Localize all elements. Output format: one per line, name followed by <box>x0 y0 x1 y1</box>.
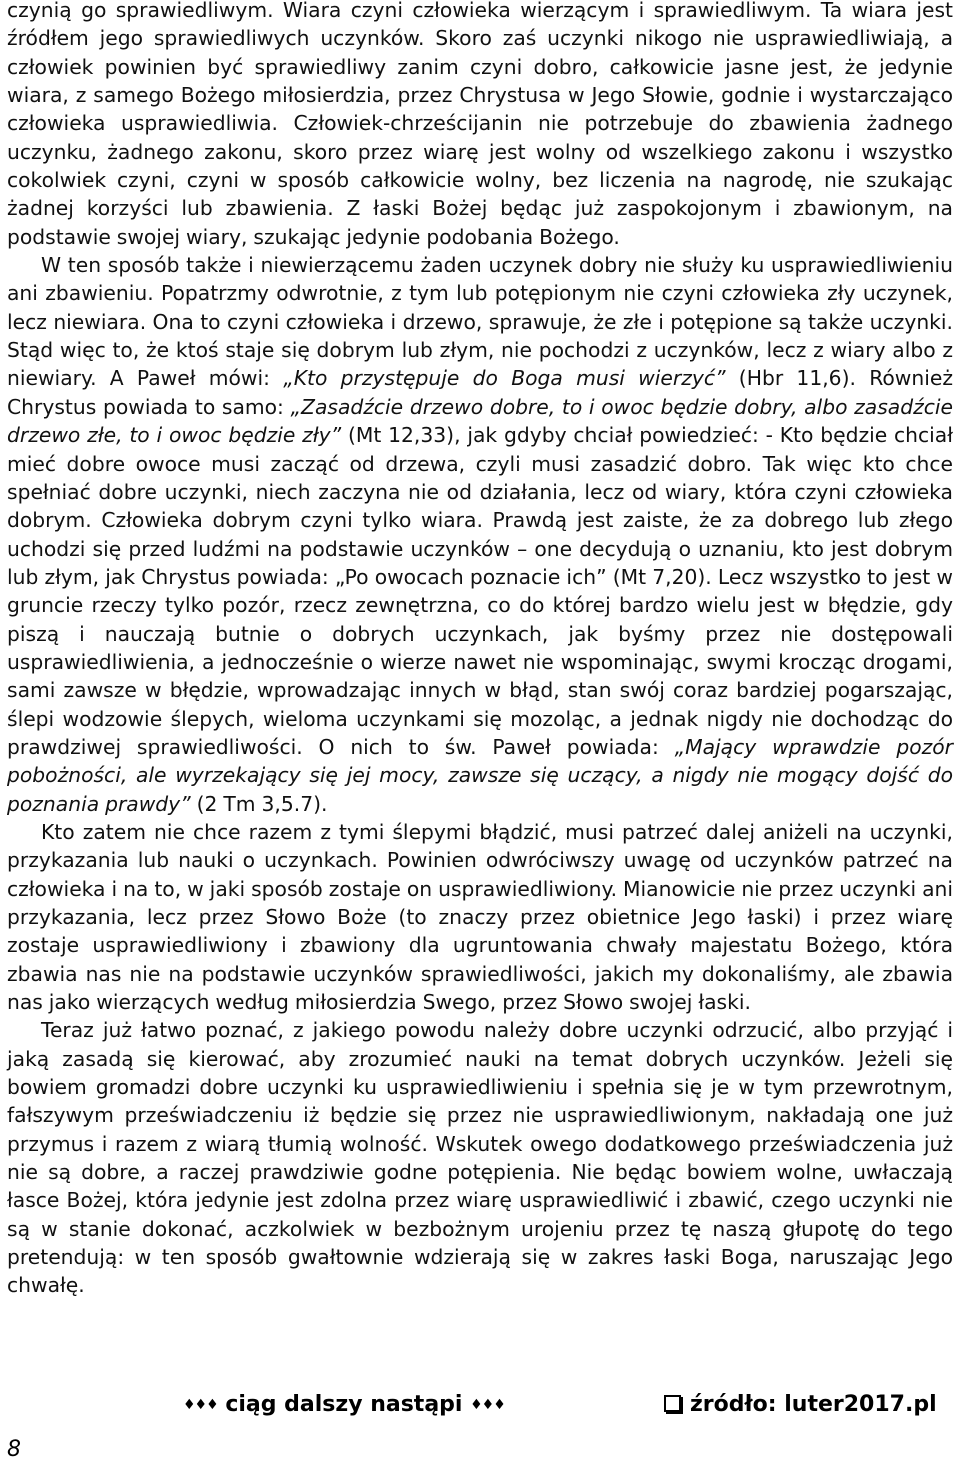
text-run: W ten sposób także i niewierzącemu żaden uczynek dobry nie służy ku usprawiedliwieniu ani zbawieniu. Popatrzmy odwrotnie, z tym lub potępionym nie czyni człowieka zły uczynek, lecz niewiara. Ona to czyni człowieka i drzewo, sprawuje, że złe i potępione są także uczynki. Stąd więc to, że ktoś staje się dobrym lub złym, nie pochodzi z uczynków, lecz z wiary albo z niewiary. A Paweł mówi: <box>7 253 953 391</box>
diamonds-icon-right: ♦♦♦ <box>470 1397 505 1413</box>
text-run: Teraz już łatwo poznać, z jakiego powodu należy dobre uczynki odrzucić, albo przyjąć i jaką zasadą się kierować, aby zrozumieć nauki na temat dobrych uczynków. Jeżeli się bowiem gromadzi dobre uczynki ku usprawiedliwieniu i spełnia się je w tym przewrotnym, fałszywym przeświadczeniu iż będzie się przez nie usprawiedliwionym, nakładają one już przymus i razem z wiarą tłumią wolność. Wskutek owego dodatkowego przeświadczenia już nie są dobre, a raczej prawdziwie godne potępienia. Nie będąc bowiem wolne, uwłaczają łasce Bożej, która jedynie jest zdolna przez wiarę usprawiedliwić i zbawić, czego uczynki nie są w stanie dokonać, aczkolwiek w bezbożnym urojeniu przez tę naszą głupotę do tego pretendują: w ten sposób gwałtownie wdzierają się w zakres łaski Boga, naruszając Jego chwałę. <box>7 1018 953 1298</box>
checkbox-square-icon <box>664 1395 681 1412</box>
quotation: „Kto przystępuje do Boga musi wierzyć” <box>283 366 726 391</box>
paragraph <box>7 251 953 818</box>
text-run: Kto zatem nie chce razem z tymi ślepymi błądzić, musi patrzeć dalej aniżeli na uczynki, przykazania lub nauki o uczynkach. Powinien odwróciwszy uwagę od uczynków patrzeć na człowieka i na to, w jaki sposób zostaje on usprawiedliwiony. Mianowicie nie przez uczynki ani przykazania, lecz przez Słowo Boże (to znaczy przez obietnice Jego łaski) i przez wiarę zostaje usprawiedliwiony i zbawiony dla ugruntowania chwały majestatu Bożego, która zbawia nas nie na podstawie uczynków sprawiedliwości, jakich my dokonaliśmy, ale zbawia nas jako wierzących według miłosierdzia Swego, przez Słowo swojej łaski. <box>7 819 953 1015</box>
paragraph <box>7 818 953 1016</box>
continuation-note <box>183 1392 505 1417</box>
text-run: czynią go sprawiedliwym. Wiara czyni człowieka wierzącym i sprawiedliwym. Ta wiara jest źródłem jego sprawiedliwych uczynków. Skoro zaś uczynki nikogo nie usprawiedliwiają, a człowiek powinien być sprawiedliwy zanim czyni dobro, całkowicie jasne jest, że jedynie wiara, z samego Bożego miłosierdzia, przez Chrystusa w Jego Słowie, godnie i wystarczająco człowieka usprawiedliwia. Człowiek-chrześcijanin nie potrzebuje do zbawienia żadnego uczynku, żadnego zakonu, skoro przez wiarę jest wolny od wszelkiego zakonu i wszystko cokolwiek czyni, czyni w sposób całkowicie wolny, bez liczenia na nagrodę, nie szukając żadnej korzyści lub zbawienia. Z łaski Bożej będąc już zaspokojonym i zbawionym, na podstawie swojej wiary, szukając jedynie podobania Bożego. <box>7 0 953 249</box>
text-run: (Hbr 11,6). Również Chrystus powiada to samo: <box>7 366 953 419</box>
source-text: źródło: luter2017.pl <box>690 1392 937 1417</box>
diamonds-icon-left: ♦♦♦ <box>183 1397 218 1413</box>
continuation-text: ciąg dalszy nastąpi <box>225 1392 463 1417</box>
text-run: (2 Tm 3,5.7). <box>190 791 328 816</box>
source-note <box>664 1392 937 1417</box>
quotation: „Mający wprawdzie pozór pobożności, ale wyrzekający się jej mocy, zawsze się uczący, a nigdy nie mogący dojść do poznania prawdy” <box>7 734 953 816</box>
quotation: „Zasadźcie drzewo dobre, to i owoc będzie dobry, albo zasadźcie drzewo złe, to i owoc będzie zły” <box>7 394 953 448</box>
paragraph <box>7 0 953 251</box>
footer <box>0 1392 960 1424</box>
article-body <box>7 0 953 1300</box>
page-number: 8 <box>7 1437 21 1462</box>
text-run: (Mt 12,33), jak gdyby chciał powiedzieć: - Kto będzie chciał mieć dobre owoce musi zacząć od drzewa, czyli musi zasadzić dobro. Tak więc kto chce spełniać dobre uczynki, niech zaczyna nie od działania, lecz od wiary, która czyni człowieka dobrym. Człowieka dobrym czyni tylko wiara. Prawdą jest zaiste, że za dobrego lub złego uchodzi się przed ludźmi na podstawie uczynków – one decydują o uznaniu, kto jest dobrym lub złym, jak Chrystus powiada: „Po owocach poznacie ich” (Mt 7,20). Lecz wszystko to jest w gruncie rzeczy tylko pozór, rzecz zewnętrzna, co do której bardzo wielu jest w błędzie, gdy piszą i nauczają butnie o dobrych uczynkach, jak byśmy przez nie dostępowali usprawiedliwienia, a jednocześnie o wierze nawet nie wspominając, swymi krocząc drogami, sami zawsze w błędzie, wprowadzając innych w błąd, stan swój coraz bardziej pogarszając, ślepi wodzowie ślepych, wieloma uczynkami się mozoląc, a jednak nigdy nie dochodząc do prawdziwej sprawiedliwości. O nich to św. Paweł powiada: <box>7 423 953 759</box>
paragraph <box>7 1016 953 1299</box>
